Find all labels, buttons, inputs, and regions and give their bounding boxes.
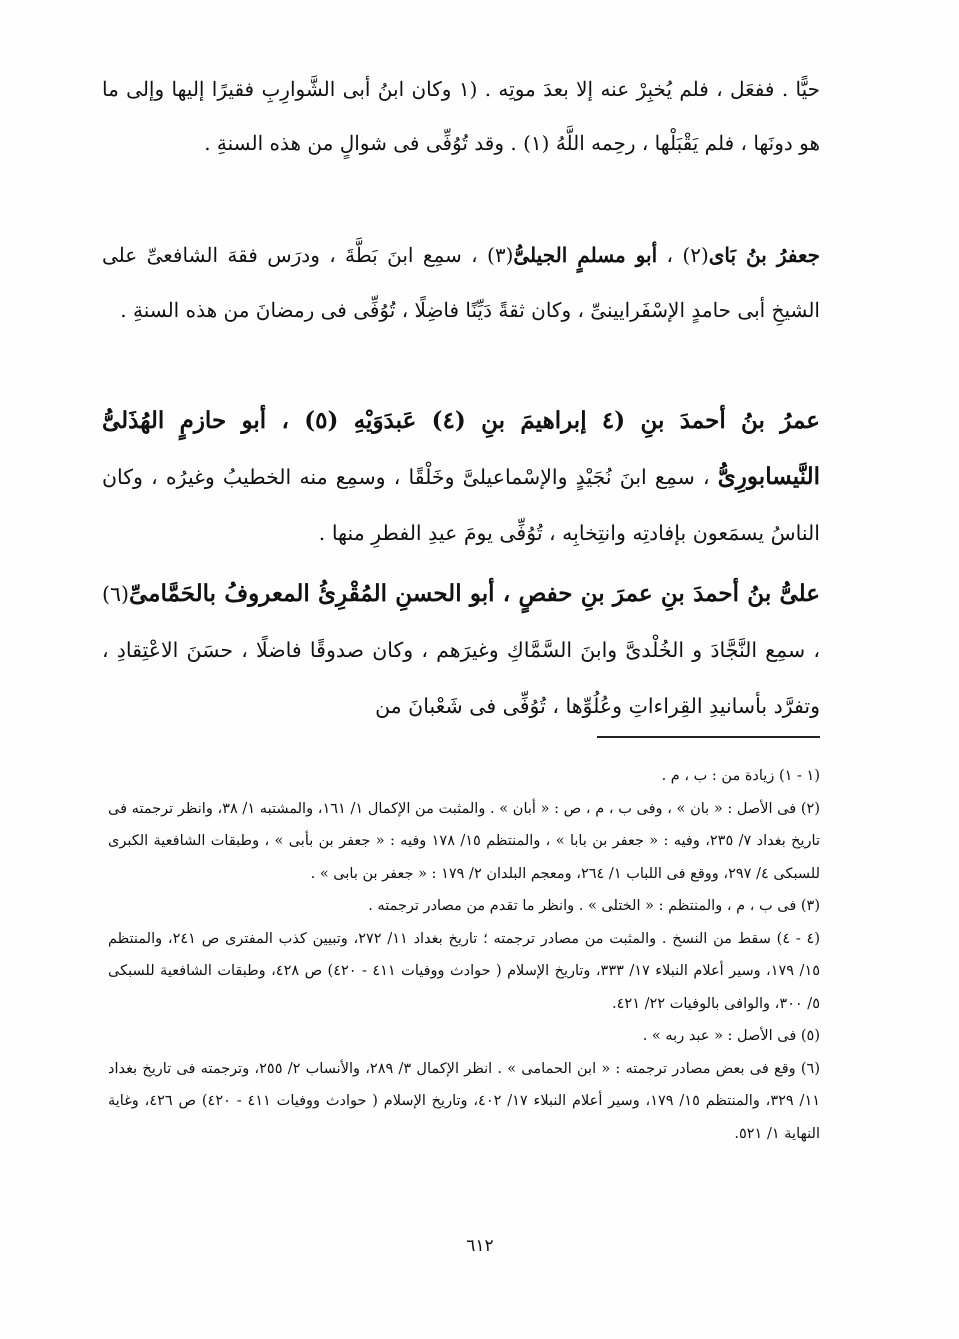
footnote: (٣) فى ب ، م ، والمنتظم : « الختلى » . وانظر ما تقدم من مصادر ترجمته . <box>368 898 820 914</box>
entry-name: جعفرُ بنُ بَاى <box>708 243 820 267</box>
entry-kunya: أبو مسلمٍ الجيلىُّ <box>513 243 658 267</box>
separator: ، <box>657 243 683 267</box>
entry-body: ، سمِع ابنَ نُجَيْدٍ والإسْماعيلىَّ وخَلْقًا ، وسمِع منه الخطيبُ وغيرُه ، وكان الناسُ يسمَعون بإفادتِه وانتِخابِه ، تُوُفِّى يومَ عيدِ الفطرِ منها . <box>102 465 820 545</box>
footnotes <box>108 760 820 1150</box>
footnote: (٦) وقع فى بعض مصادر ترجمته : « ابن الحمامى » . انظر الإكمال ٣/ ٢٨٩، والأنساب ٢/ ٢٥٥، وترجمته فى تاريخ بغداد ١١/ ٣٢٩، والمنتظم ١٥/ ١٧٩، وسير أعلام النبلاء ١٧/ ٤٠٢، وتاريخ الإسلام ( حوادث ووفيات ٤١١ - ٤٢٠) ص ٤٢٦، وغاية النهاية ١/ ٥٢١. <box>108 1060 821 1142</box>
biography-entry-umar <box>102 393 820 561</box>
biography-entry-jafar <box>102 228 820 338</box>
footnote: (٤ - ٤) سقط من النسخ . والمثبت من مصادر ترجمته ؛ تاريخ بغداد ١١/ ٢٧٢، وتبيين كذب المفترى ص ٢٤١، والمنتظم ١٥/ ١٧٩، وسير أعلام النبلاء ١٧/ ٣٣٣، وتاريخ الإسلام ( حوادث ووفيات ٤١١ - ٤٢٠) ص ٤٢٨، وطبقات الشافعية للسبكى ٥/ ٣٠٠، والوافى بالوفيات ٢٢/ ٤٢١. <box>108 930 821 1012</box>
biography-entry-ali <box>102 566 820 734</box>
entry-name: علىُّ بنُ أحمدَ بنِ عمرَ بنِ حفصٍ ، أبو الحسنِ المُقْرِئُ المعروفُ بالحَمَّامىِّ <box>129 580 820 607</box>
entry-body: ، سمِع النَّجَّادَ و الخُلْدىَّ وابنَ السَّمَّاكِ وغيرَهم ، وكان صدوقًا فاضلًا ، حسَنَ الاعْتِقادِ ، وتفرَّد بأسانيدِ القِراءاتِ وعُلُوِّها ، تُوُفِّى فى شَعْبانَ من <box>102 638 820 718</box>
footnote: (٢) فى الأصل : « بان » ، وفى ب ، م ، ص : « أبان » . والمثبت من الإكمال ١/ ١٦١، والمشتبه ١/ ٣٨، وانظر ترجمته فى تاريخ بغداد ٧/ ٢٣٥، وفيه : « جعفر بن بابا » ، والمنتظم ١٥/ ١٧٨ وفيه : « جعفر بن بأبى » ، وطبقات الشافعية الكبرى للسبكى ٤/ ٢٩٧، ووقع فى اللباب ١/ ٢٦٤، ومعجم البلدان ٢/ ١٧٩ : « جعفر بن بابى » . <box>108 800 821 882</box>
page-number: ٦١٢ <box>466 1236 494 1256</box>
entry-body: ، سمِع ابنَ بَطَّةَ ، ودرَس فقهَ الشافعىِّ على الشيخِ أبى حامدٍ الإسْفَرايينىِّ ، وكان ثقةً دَيِّنًا فاضِلًا ، تُوُفِّى فى رمضانَ من هذه السنةِ . <box>102 243 820 322</box>
footnote-ref: (٢) <box>682 243 709 267</box>
footnote-ref: (٦) <box>102 582 130 606</box>
entry-name: عمرُ بنُ أحمدَ بنِ (٤ إبراهيمَ بنِ (٤) عَبدَوَيْهِ (٥) ، أبو حازمٍ الهُذَلىُّ النَّيسابورِىُّ <box>102 407 821 490</box>
footnote: (٥) فى الأصل : « عبد ربه » . <box>642 1028 820 1044</box>
footnote: (١ - ١) زيادة من : ب ، م . <box>661 768 820 784</box>
paragraph-continuation: حيًّا . ففعَل ، فلم يُخبِرْ عنه إلا بعدَ موتِه . (١ وكان ابنُ أبى الشَّوارِبِ فقيرًا إليها وإلى ما هو دونَها ، فلم يَقْبَلْها ، رحِمه اللَّهُ (١) . وقد تُوُفِّى فى شوالٍ من هذه السنةِ . <box>102 77 821 155</box>
footnote-divider <box>597 736 820 738</box>
footnote-ref: (٣) <box>487 243 514 267</box>
